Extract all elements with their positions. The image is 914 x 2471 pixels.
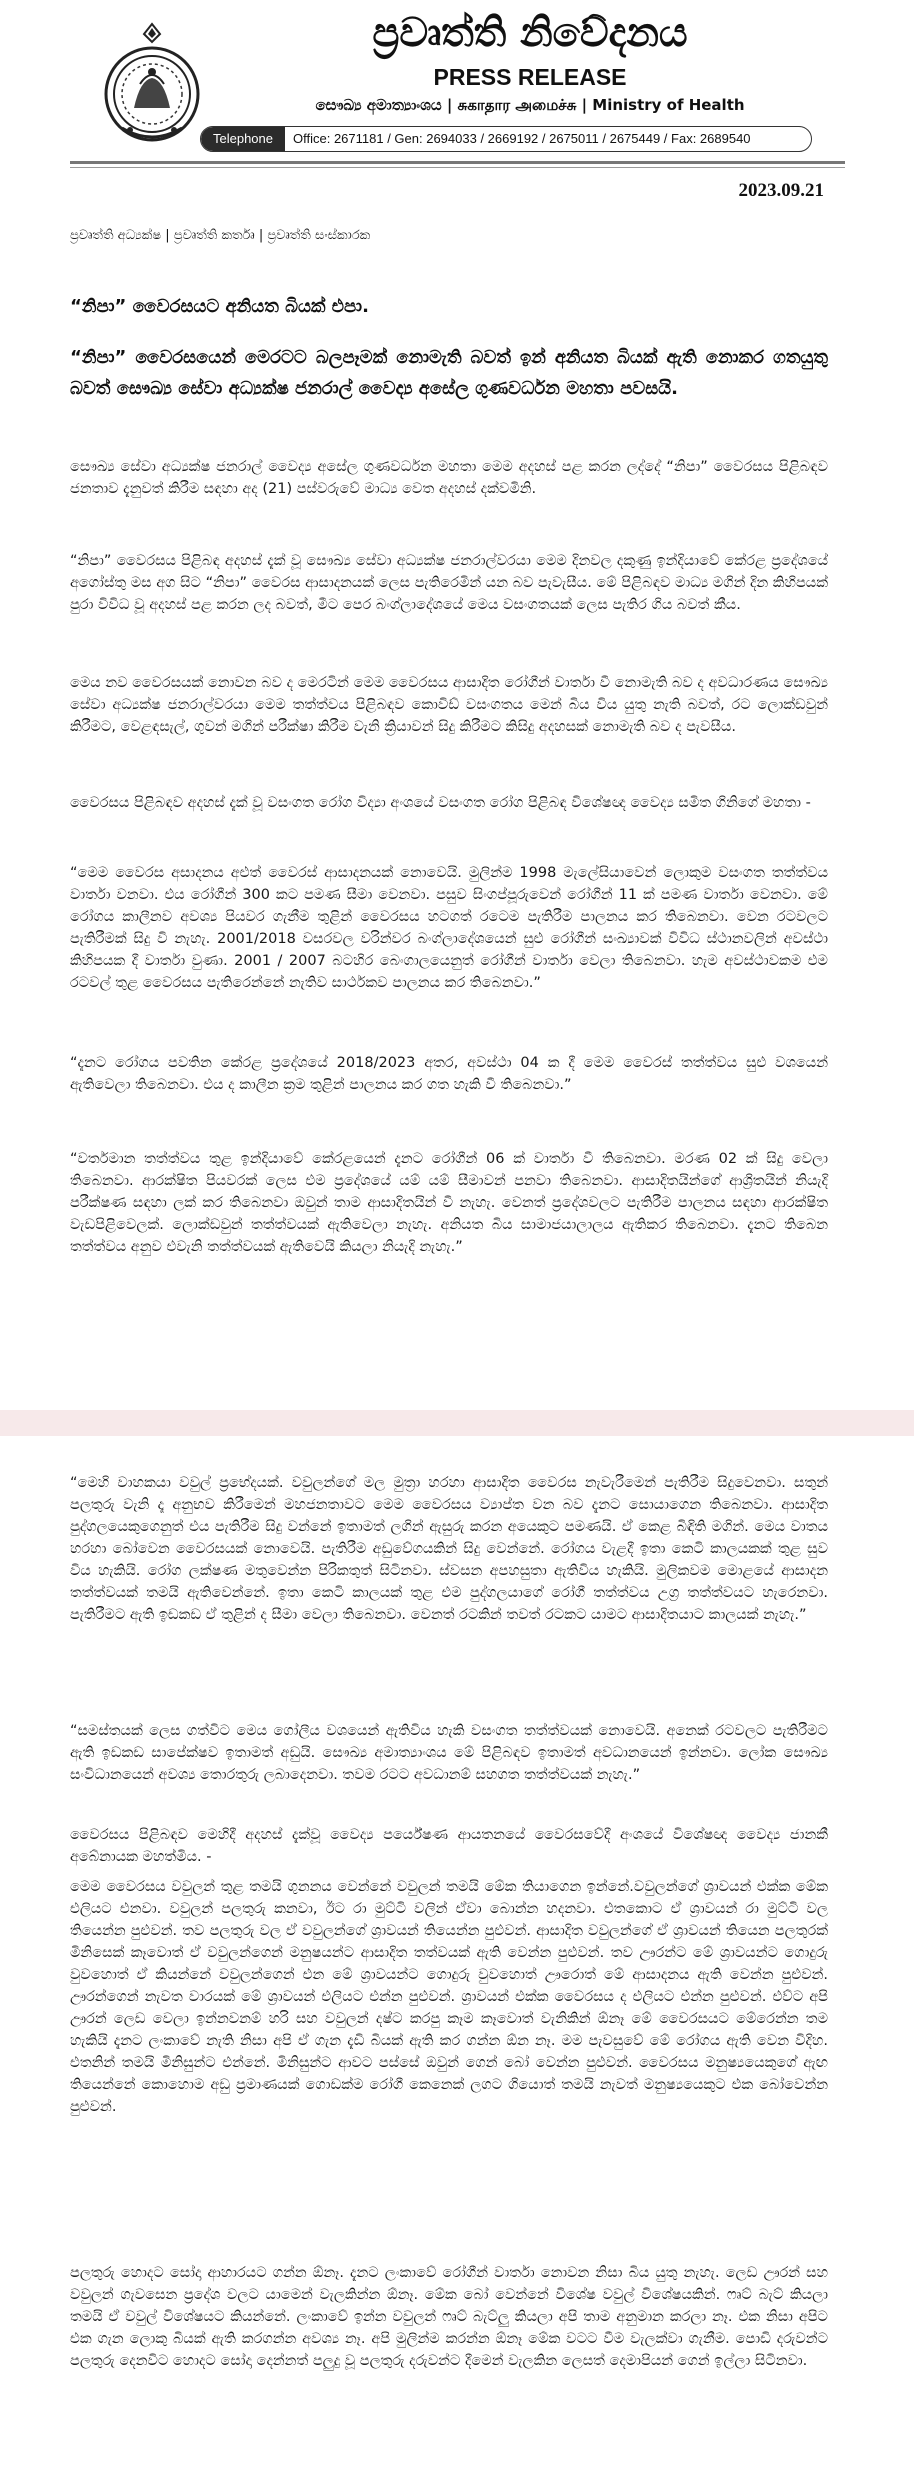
paragraph: “වර්තමාන තත්ත්වය තුළ ඉන්දියාවේ කේරළයෙන් දැනට රෝගීන් 06 ක් වාර්තා වී තිබෙනවා. මරණ 02 ක් සිදු වෙලා තිබෙනවා. ආරක්ෂිත පියවරක් ලෙස එම ප්‍රදේශයේ යම් යම් සීමාවන් පනවා තිබෙනවා. ආසාදිතයින්ගේ ආශ්‍රිතයින් නියැදි පරීක්ෂණ සඳහා ලක් කර තිබෙනවා ඔවුන් තාම ආසාදිතයින් වී නැහැ. වෙනත් ප්‍රදේශවලට පැතිරීම පාලනය සඳහා ආරක්ෂිත වැඩපිළිවෙලක්. ලොක්ඩවුන් තත්ත්වයක් ඇතිවෙලා නැහැ. අනියත බිය සාමාජයාලාලය ඇතිකර තිබෙනවා. දැනට තිබෙන තත්ත්වය අනුව එවැනි තත්ත්වයක් ඇතිවෙයි කියලා නියැදි නැහැ.” bbox=[70, 1151, 828, 1255]
paragraph: වෛරසය පිළිබඳව අදහස් දැක් වූ වසංගත රෝග විද්‍යා අංශයේ වසංගත රෝග පිළිබඳ විශේෂඥ වෛද්‍ය සමිත ගිනිගේ මහතා - bbox=[70, 795, 811, 811]
page-separator bbox=[0, 1410, 914, 1436]
header-divider bbox=[70, 161, 845, 164]
paragraph: “මෙම වෛරස අසාදනය අළුත් වෛරස් ආසාදනයක් නොවෙයි. මුලින්ම 1998 මැලේසියාවෙන් ලොකුම වසංගත තත්ත්වය වාර්තා වනවා. එය රෝගීන් 300 කට පමණ සීමා වෙනවා. පසුව සිංගප්පූරුවෙන් රෝගීන් 11 ක් පමණ වාර්තා වෙනවා. මේ රෝගය කාලීනව අවශ්‍ය පියවර ගැනීම තුළින් වෛරසය හටගත් රටෙම පැතිරීම පාලනය කර තිබෙනවා. වෙන රටවලට පැතිරීමක් සිදු වි නැහැ. 2001/2018 වසරවල වරින්වර බංග්ලාදේශයෙන් සුළු රෝගීන් සංඛ්‍යාවක් විවිධ ස්ථානවලින් අවස්ථා කිහිපයක දී වාර්තා වුණා. 2001 / 2007 බටහිර බෙංගාලයෙනුත් රෝගීන් වාර්තා වෙලා තිබෙනවා. හැම අවස්ථාවකම එම රටවල් තුළ වෛරසය පැතිරෙන්නේ නැතිව සාර්ථකව පාලනය කර තිබෙනවා.” bbox=[70, 865, 828, 991]
paragraph: මෙම වෛරසය වවුලන් තුළ තමයි ගුනනය වෙන්නේ වවුලන් තමයි මේක තියාගෙන ඉන්නේ.වවුලන්ගේ ශ්‍රාවයන් එක්ක මේක එලියට එනවා. වවුලන් පලතුරු කනවා, ඊට රා මුට්ටි වලින් ඒවා බොන්න හදනවා. එතකොට ඒ ශ්‍රාවයන් රා මුට්ටි වල තියෙන්න පුළුවන්. තව පලතුරු වල ඒ වවුලන්ගේ ශ්‍රාවයන් තියෙන්න පුළුවන්. ආසාදිත වවුලන්ගේ ඒ ශ්‍රාවයන් තියෙන පලතුරක් මිනිසෙක් කෑවොත් ඒ වවුලන්ගෙන් මනුෂයන්ට ආසාදිත තත්වයක් ඇති වෙන්න පුළුවන්. තව ඌරන්ට මේ ශ්‍රාවයන්ට ගොදුරු වුවහොත් ඒ කියන්නේ වවුලන්ගෙන් එන මේ ශ්‍රාවයන්ට ගොදුරු වුවහොත් ඌරොත් මේ ආසාදනය ඇති වෙන්න පුළුවන්. ඌරන්ගෙන් නැවත වාරයක් මේ ශ්‍රාවයන් එලියට එන්න පුළුවන්. ශ්‍රාවයන් එක්ක වෛරසය ද එලියට එන්න පුළුවන්. එව්ට අපි ඌරන් ලෙඩ වෙලා ඉන්නවනම් හරි සහ වවුලන් දෂ්ට කරපු කෑම කෑවොත් වැනිකින් ඕනෑ මේ වෛරසයට මේරෙන්න තම හැකියි දැනට ලංකාවේ නැති නිසා අපි ඒ ගැන දැඩි බියක් ඇති කර ගන්න ඕන නෑ. මම පැවසුවේ මේ රෝගය ඇති වෙන විදිහ. එතනින් තමයි මිනිසුන්ට එන්නේ. මිනිසුන්ට ආවට පස්සේ ඔවුන් ගෙන් බෝ වෙන්න පුළුවන්. වෛරසය මනුෂ්‍යයෙකුගේ ඇඟ තියෙන්නේ කොහොම අඩු ප්‍රමාණයක් ගොඩක්ම රෝගී කෙනෙක් ලගට ගියොත් තමයි නැවත් මනුෂ්‍යයෙකුට එක බෝවෙන්න පුළුවන්. bbox=[70, 1879, 828, 2115]
ministry-name-line: සෞඛ්‍ය අමාත්‍යාංශය | சுகாதார அமைச்சு | Ministry of Health bbox=[315, 96, 745, 114]
paragraph: පලතුරු හොදට සෝදා ආහාරයට ගන්න ඕනෑ. දැනට ලංකාවේ රෝගීන් වාර්තා නොවන නිසා බිය යුතු නැහැ. ලෙඩ ඌරන් සහ වවුලන් ගැවසෙන ප්‍රදේශ වලට යාමෙන් වැලකින්න ඕනෑ. මේක බෝ වෙන්නේ විශේෂ වවුල් විශේෂයකින්. ෆෘට් බැට් කියලා තමයි ඒ වවුල් විශේෂයට කියන්නේ. ලංකාවේ ඉන්න වවුලන් ෆෘට් බැට්ලු කියලා අපි තාම අනුමාන කරලා නෑ. එක නිසා අපිට එක ගැන ලොකු බියක් ඇති කරගන්න අවශ්‍ය නෑ. අපි මුලින්ම කරන්න ඕනෑ මේක වටට වීම වැලක්වා ගැනීම. පොඩි දරුවන්ට පලතුරු දෙනවිට හොදට සෝදා දෙන්නත් පලුදු වූ පලතුරු දරුවන්ට දීමෙන් වැලකින ලෙසත් දෙමාපියන් ගෙන් ඉල්ලා සිටිනවා. bbox=[70, 2265, 828, 2369]
telephone-label: Telephone bbox=[201, 127, 285, 151]
paragraph: සෞඛ්‍ය සේවා අධ්‍යක්ෂ ජනරාල් වෛද්‍ය අසේල ගුණවර්ධන මහතා මෙම අදහස් පළ කරන ලද්දේ “නිපා” වෛරසය පිළිබඳව ජනතාව දැනුවත් කිරීම සඳහා අද (21) පස්වරුවේ මාධ්‍ය වෙත අදහස් දක්වමිනි. bbox=[70, 459, 828, 497]
press-release-title-si: ප්‍රවෘත්ති නිවේදනය bbox=[372, 10, 688, 56]
paragraph: මෙය නව වෛරසයක් නොවන බව ද මෙරටින් මෙම වෛරසය ආසාදිත රෝගීන් වාර්තා වී නොමැති බව ද අවධාරණය සෞඛ්‍ය සේවා අධ්‍යක්ෂ ජනරාල්වරයා මෙම තත්ත්වය පිළිබඳව කොවිඩ් වසංගතය මෙන් බිය විය යුතු නැති බවත්, රට ලොක්ඩවුන් කිරීමට, වෙළඳසැල්, ගුවන් මගින් පරීක්ෂා කිරීම වැනි ක්‍රියාවන් සිදු කිරීමට කිසිදු අදහසක් නොමැති බව ද පැවසීය. bbox=[70, 675, 828, 735]
paragraph: “මෙහි වාහකයා වවුල් ප්‍රභේදයක්. වවුලන්ගේ මල මුත්‍රා හරහා ආසාදිත වෛරස නැවැරීමෙන් පැතිරීම සිදුවෙනවා. සතුන් පලතුරු වැනි දෑ අනුභව කිරීමෙන් මහජනතාවට මෙම වෛරසය ව්‍යාප්ත වන බව දැනට සොයාගෙන තිබෙනවා. ආසාදිත පුද්ගලයෙකුගෙනුත් එය පැතිරීම සිදු වන්නේ ඉතාමත් ලගින් ඇසුරු කරන අයෙකුට පමණයි. ඒ කෙළ බිඳිති මගින්. මෙය වාතය හරහා බෝවෙන වෛරසයක් නොවෙයි. පැතිරීම අඩුවේගයකින් සිදු වෙන්නේ. රෝගය වැළදී ඉතා කෙටි කාලයකක් තුළ සුව විය හැකියි. රෝග ලක්ෂණ මතුවෙන්න පිරිකතුත් සිටිනවා. ස්වසන අපහසුතා ඇතිවිය හැකියි. මුලිකවම මොළයේ ආසාදන තත්ත්වයක් තමයි ඇතිවෙන්නේ. ඉතා කෙටි කාලයක් තුළ එම පුද්ගලයාගේ රෝගී තත්ත්වය උග්‍ර තත්ත්වයට හැරෙනවා. පැතිරීමට ඇති ඉඩකඩ ඒ තුළින් ද සීමා වෙලා තිබෙනවා. වෙනත් රටකින් තවත් රටකට යාමට ආසාදිතයාට කාලයක් නැහැ.” bbox=[70, 1475, 828, 1623]
press-release-title-en: PRESS RELEASE bbox=[433, 64, 627, 90]
national-emblem-icon bbox=[100, 22, 204, 146]
paragraph: “දැනට රෝගය පවතින කේරළ ප්‍රදේශයේ 2018/2023 අතර, අවස්ථා 04 ක දී මෙම වෛරස් තත්ත්වය සුළු වශයෙන් ඇතිවෙලා තිබෙනවා. එය ද කාලීන ක්‍රම තුළින් පාලනය කර ගත හැකි වී තිබෙනවා.” bbox=[70, 1055, 828, 1093]
release-date: 2023.09.21 bbox=[738, 180, 824, 201]
paragraph: වෛරසය පිළිබඳව මෙහිදී අදහස් දැක්වූ වෛද්‍ය පර්යේෂණ ආයතනයේ වෛරසවේදී අංශයේ විශේෂඥ වෛද්‍ය ජානකී අබේනායක මහත්මිය. - bbox=[70, 1827, 828, 1865]
paragraph: “සමස්තයක් ලෙස ගත්විට මෙය ගෝලීය වශයෙන් ඇතිවිය හැකි වසංගත තත්ත්වයක් නොවෙයි. අනෙක් රටවලට පැතිරීමට ඇති ඉඩකඩ සාපේක්ෂව ඉතාමත් අඩුයි. සෞඛ්‍ය අමාත්‍යාංශය මේ පිළිබඳව ඉතාමත් අවධානයෙන් ඉන්නවා. ලෝක සෞඛ්‍ය සංවිධානයෙන් අවශ්‍ය තොරතුරු ලබාදෙනවා. තවම රටට අවධානම් සහගත තත්ත්වයක් නැහැ.” bbox=[70, 1723, 828, 1783]
header-divider-thin bbox=[70, 167, 845, 168]
press-release-page-2 bbox=[0, 1436, 914, 2471]
headline-sub: “නිපා” වෛරසයෙන් මෙරටට බලපෑමක් නොමැති බවත් ඉන් අනියත බියක් ඇති නොකර ගතයුතු බවත් සෞඛ්‍ය සේවා අධ්‍යක්ෂ ජනරාල් වෛද්‍ය අසේල ගුණවර්ධන මහතා පවසයි. bbox=[70, 347, 828, 399]
telephone-bar bbox=[200, 126, 812, 152]
telephone-numbers: Office: 2671181 / Gen: 2694033 / 2669192 / 2675011 / 2675449 / Fax: 2689540 bbox=[293, 131, 751, 146]
recipient-line: ප්‍රවෘත්ති අධ්‍යක්ෂ | ප්‍රවෘත්ති කර්තෘ | ප්‍රවෘත්ති සංස්කාරක bbox=[70, 228, 371, 243]
headline-main: “නිපා” වෛරසයට අනියත බියක් එපා. bbox=[70, 296, 369, 317]
paragraph: “නිපා” වෛරසය පිළිබඳ අදහස් දැක් වූ සෞඛ්‍ය සේවා අධ්‍යක්ෂ ජනරාල්වරයා මෙම දිනවල දකුණු ඉන්දියාවේ කේරළ ප්‍රදේශයේ අගෝස්තු මස අග සිට “නිපා” වෛරස ආසාදනයක් ලෙස පැතිරෙමින් යන බව පැවැසීය. මේ පිළිබඳව මාධ්‍ය මගින් දින කිහිපයක් පුරා විවිධ වූ අදහස් පළ කරන ලද බවත්, මීට පෙර බංග්ලාදේශයේ මෙය වසංගතයක් ලෙස පැතිර ගිය බවත් කීය. bbox=[70, 553, 828, 613]
